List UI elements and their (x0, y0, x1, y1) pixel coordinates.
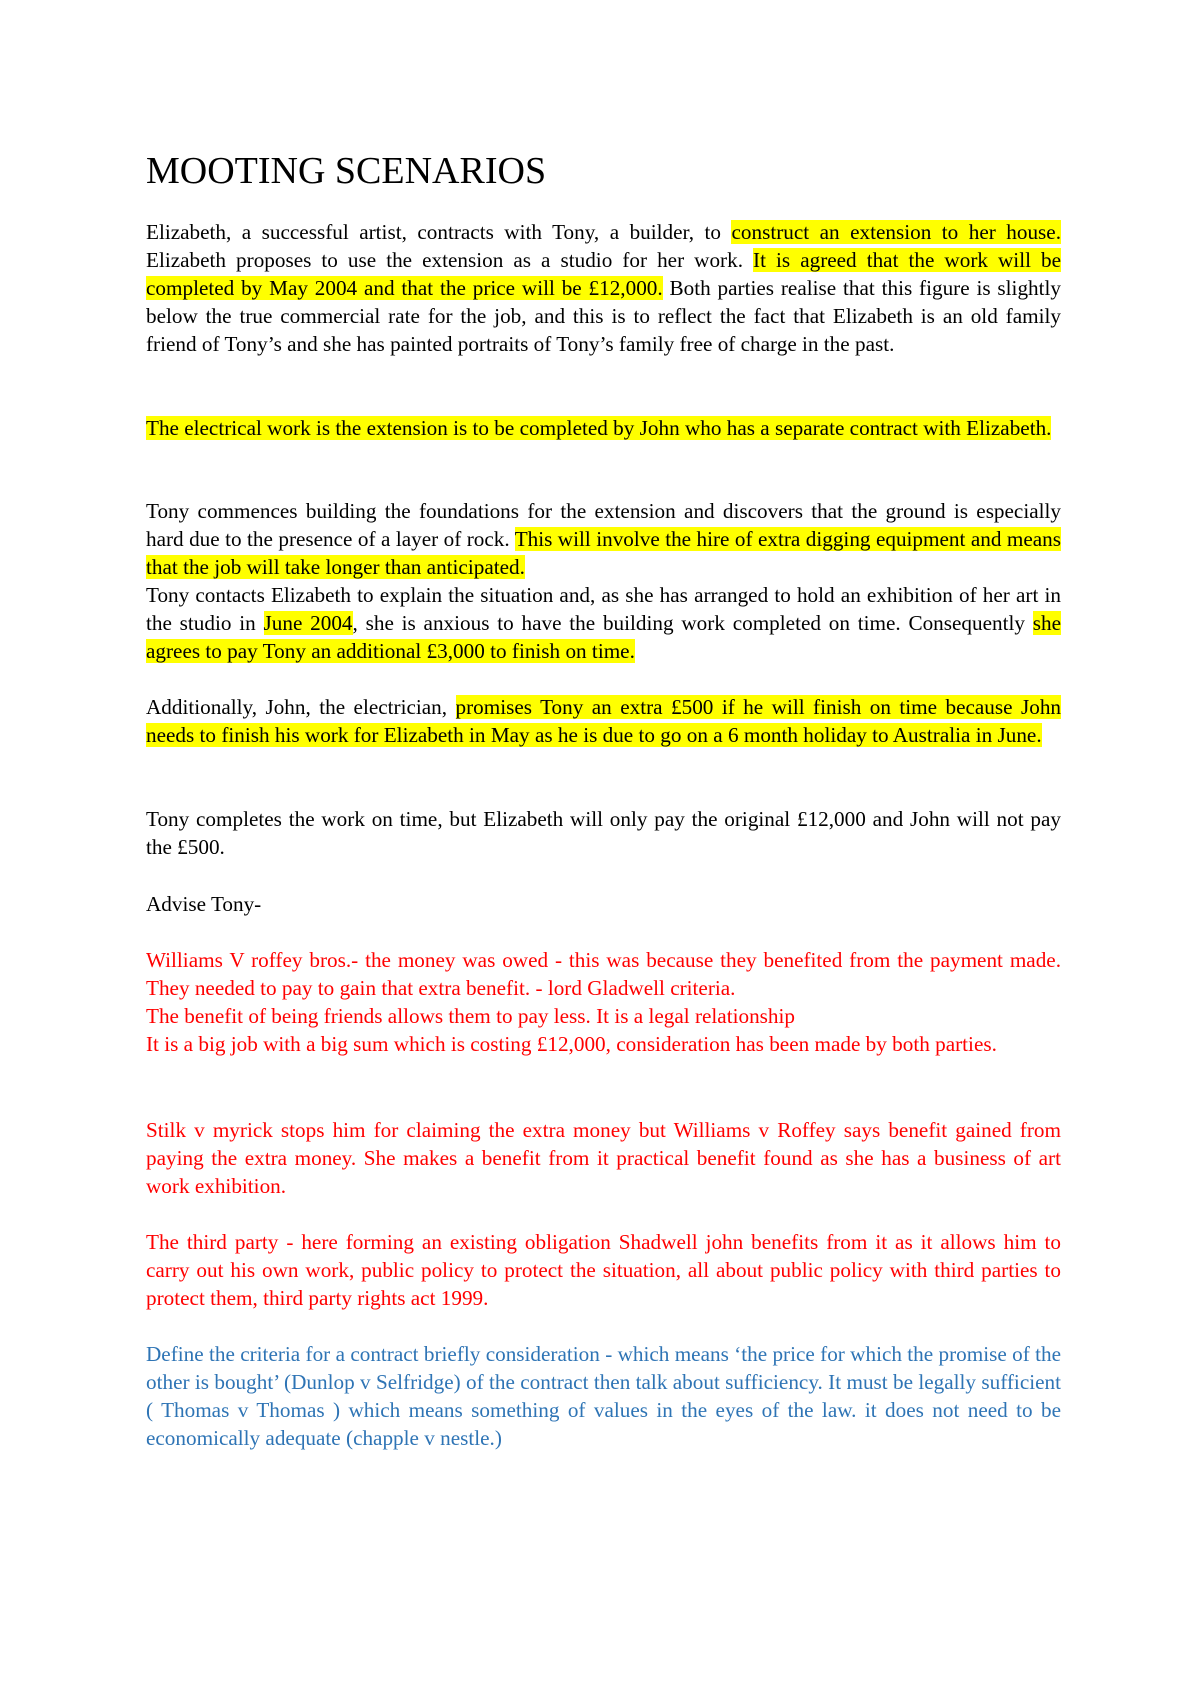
advise-heading: Advise Tony- (146, 892, 262, 916)
scenario-paragraph-2 (146, 414, 1061, 442)
note-paragraph-2: Stilk v myrick stops him for claiming the extra money but Williams v Roffey says benefit gained from paying the extra money. She makes a benefit from it practical benefit found as she has a business of art work exhibition. (146, 1118, 1061, 1198)
text-run: Tony contacts Elizabeth to explain the situation and, as she has arranged to hold an exhibition of her art in the studio in (146, 583, 1061, 635)
text-run: Tony commences building the foundations for the extension and discovers that the ground is especially hard due to the presence of a layer of rock. (146, 499, 1061, 551)
highlighted-text: June 2004 (263, 611, 353, 635)
text-run: Both parties realise that this figure is slightly below the true commercial rate for the job, and this is to reflect the fact that Elizabeth is an old family friend of Tony’s and she has painted portraits of Tony’s family free of charge in the past. (146, 276, 1061, 356)
highlighted-text: The electrical work is the extension is to be completed by John who has a separate contract with Elizabeth. (146, 416, 1052, 440)
text-run: Elizabeth proposes to use the extension as a studio for her work. (146, 248, 754, 272)
scenario-paragraph-5: Tony completes the work on time, but Elizabeth will only pay the original £12,000 and John will not pay the £500. (146, 807, 1061, 859)
note-paragraph-3: The third party - here forming an existing obligation Shadwell john benefits from it as it allows him to carry out his own work, public policy to protect the situation, all about public policy with third parties to protect them, third party rights act 1999. (146, 1230, 1061, 1310)
note-paragraph-1 (146, 946, 1061, 1058)
note-line: It is a big job with a big sum which is costing £12,000, consideration has been made by both parties. (146, 1032, 997, 1056)
scenario-paragraph-1 (146, 218, 1061, 358)
highlighted-text: It is agreed that the work will be completed by May 2004 and that the price will be £12,000. (146, 248, 1061, 300)
text-run: Elizabeth, a successful artist, contracts with Tony, a builder, to (146, 220, 732, 244)
note-paragraph-4: Define the criteria for a contract briefly consideration - which means ‘the price for which the promise of the other is bought’ (Dunlop v Selfridge) of the contract then talk about sufficiency. It must be legally sufficient ( Thomas v Thomas ) which means something of values in the eyes of the law. it does not need to be economically adequate (chapple v nestle.) (146, 1342, 1061, 1450)
text-run: Additionally, John, the electrician, (146, 695, 456, 719)
page-title: MOOTING SCENARIOS (146, 150, 547, 192)
highlighted-text: This will involve the hire of extra digging equipment and means that the job will take longer than anticipated. (146, 527, 1061, 579)
note-line: Williams V roffey bros.- the money was owed - this was because they benefited from the payment made. They needed to pay to gain that extra benefit. - lord Gladwell criteria. (146, 948, 1061, 1000)
highlighted-text: she agrees to pay Tony an additional £3,000 to finish on time. (146, 611, 1061, 663)
note-line: The benefit of being friends allows them to pay less. It is a legal relationship (146, 1004, 795, 1028)
text-run: , she is anxious to have the building work completed on time. Consequently (352, 611, 1033, 635)
highlighted-text: construct an extension to her house. (731, 220, 1061, 244)
highlighted-text: promises Tony an extra £500 if he will finish on time because John needs to finish his work for Elizabeth in May as he is due to go on a 6 month holiday to Australia in June. (146, 695, 1062, 747)
scenario-paragraph-4 (146, 693, 1061, 749)
scenario-paragraph-3 (146, 497, 1061, 665)
